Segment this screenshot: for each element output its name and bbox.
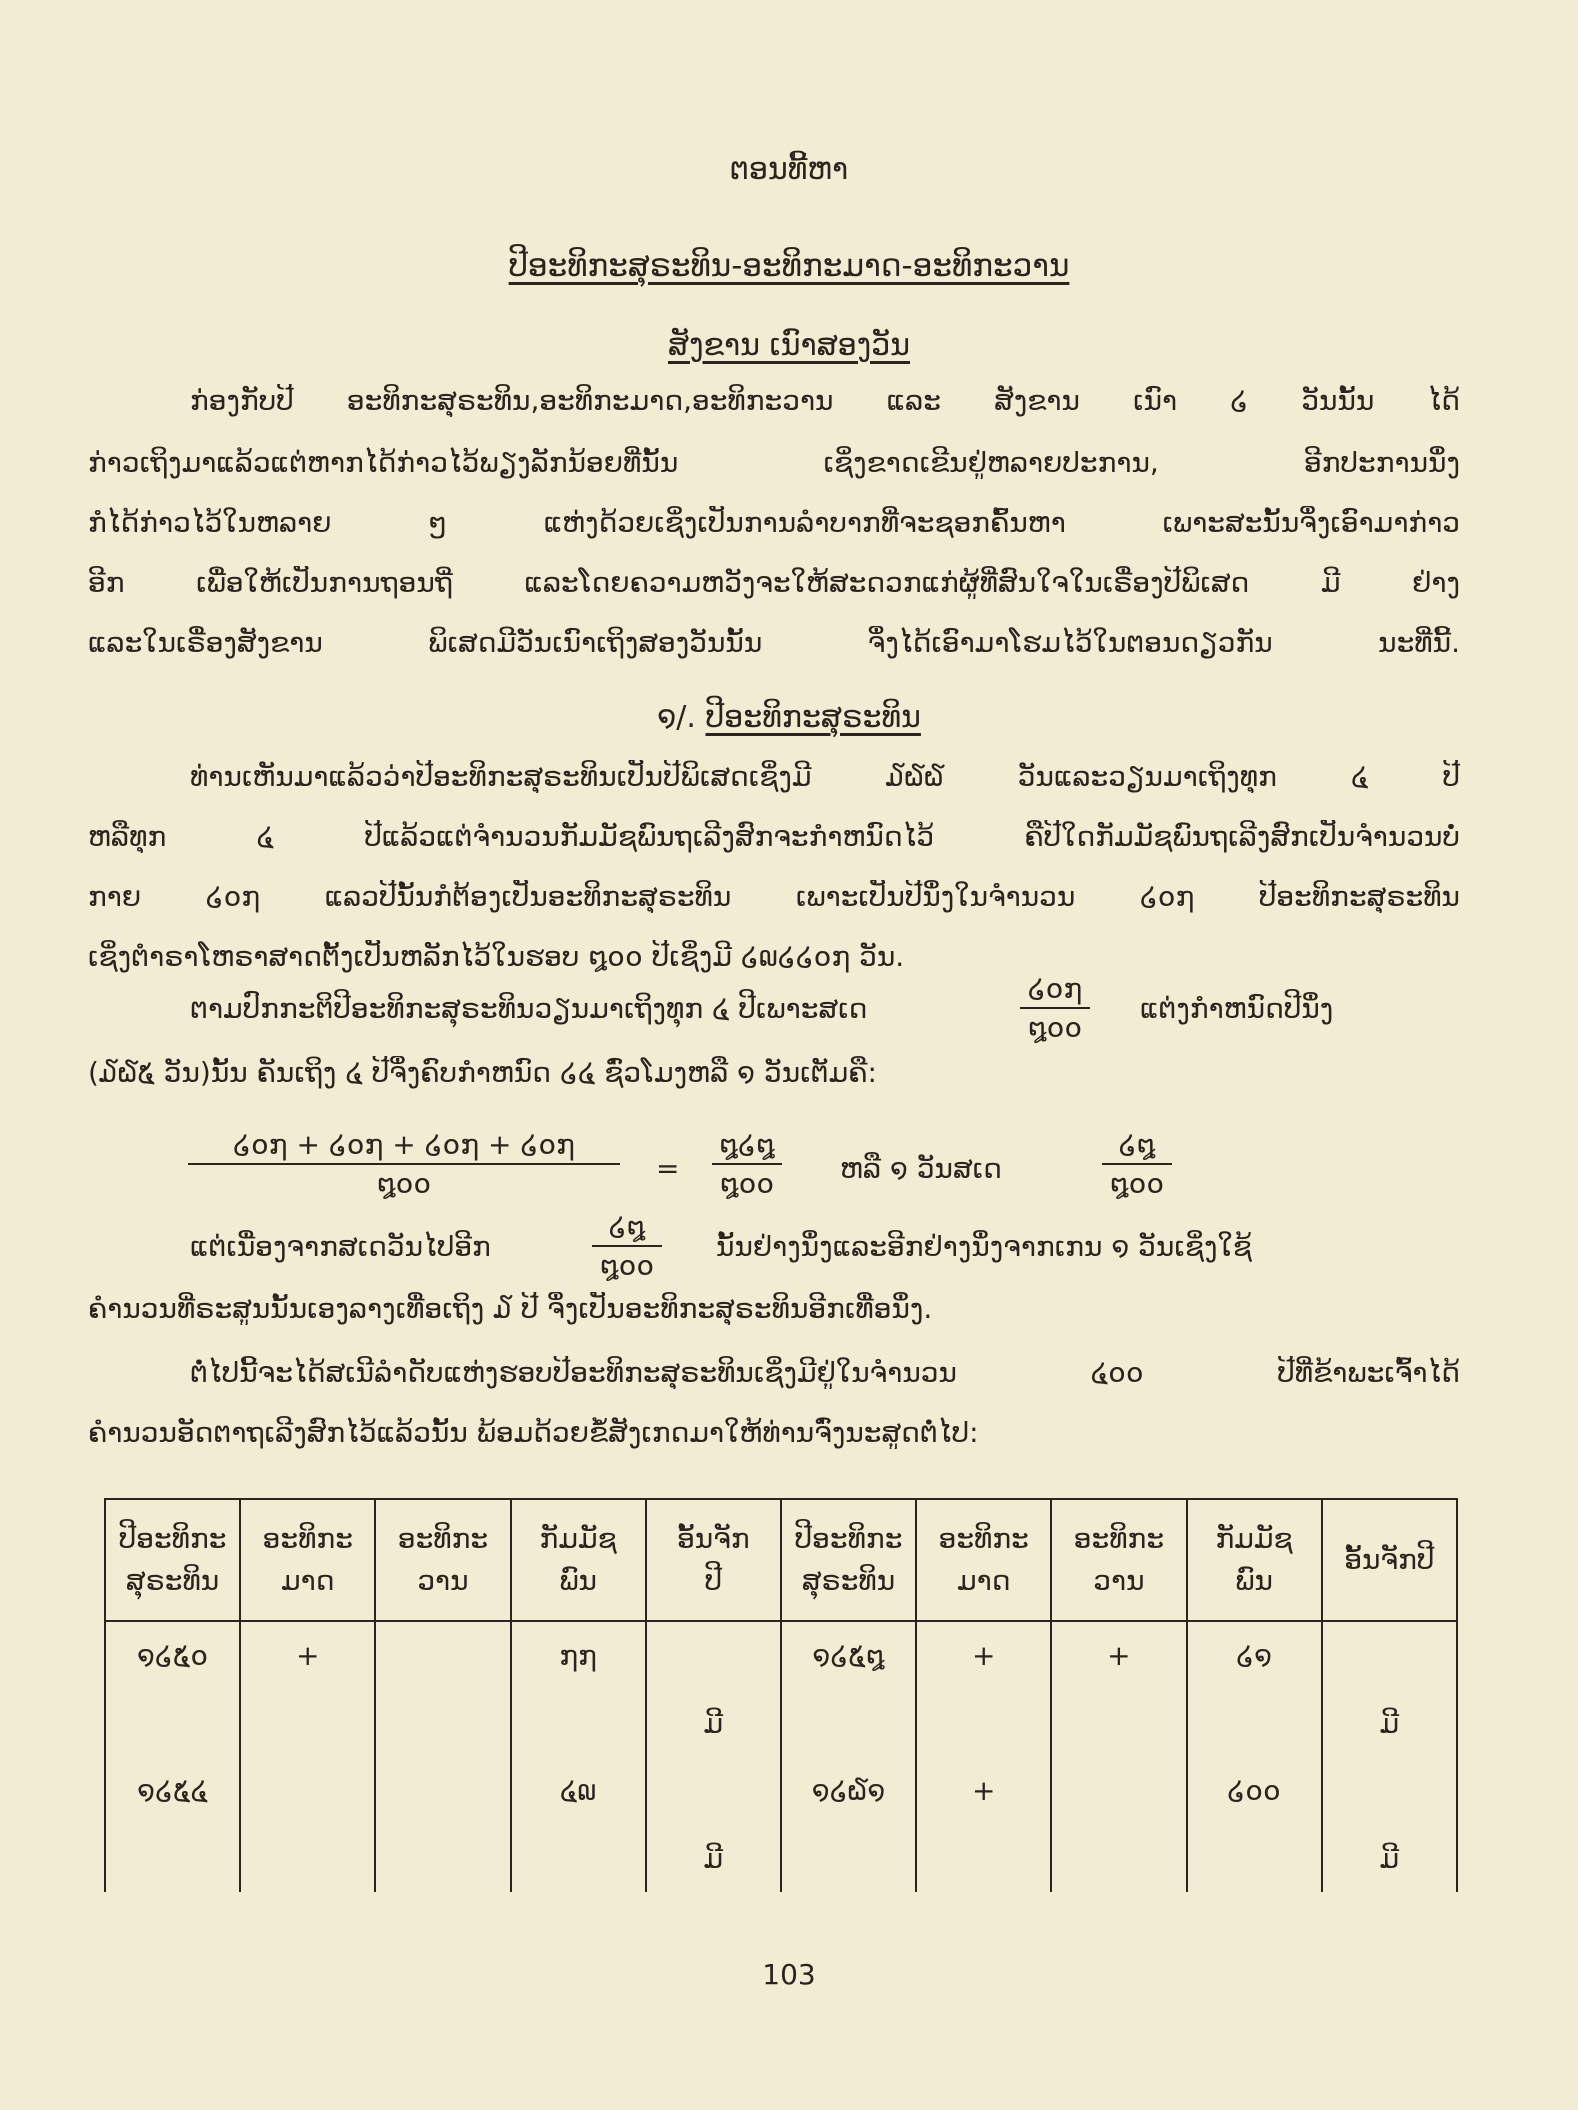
table-cell <box>646 1757 781 1824</box>
equation-lhs-numerator: ໒໐໗ + ໒໐໗ + ໒໐໗ + ໒໐໗ <box>188 1128 620 1165</box>
table-cell <box>105 1690 240 1757</box>
page-number: 103 <box>762 1958 816 1991</box>
section-line: ຫລືທຸກ ໔ ປີແລ້ວແຕ່ຈໍານວນກັມມັຊພົນຖເລີງສົກຈະກໍາຫນົດໄວ້ ຄືປີໃດກັມມັຊພົນຖເລີງສົກເປັນຈໍານວນບໍ່ <box>88 820 1460 853</box>
page-title: ປີອະທິກະສຸຣະທິນ-ອະທິກະມາດ-ອະທິກະວານ <box>508 248 1070 284</box>
col-header: ປີອະທິກະ ສຸຣະທິນ <box>105 1499 240 1621</box>
table-cell <box>375 1690 510 1757</box>
section-line: ທ່ານເຫັນມາແລ້ວວ່າປີອະທິກະສຸຣະທິນເປັນປີພິເສດເຊິ່ງມີ ໓໖໖ ວັນແລະວຽນມາເຖິງທຸກ ໔ ປີ <box>190 760 1460 793</box>
table-cell: ໗໗ <box>511 1621 646 1690</box>
table-cell <box>1051 1757 1186 1824</box>
fraction-numerator: ໒໐໗ <box>1020 972 1090 1009</box>
table-row <box>105 1621 1457 1690</box>
col-header: ອະທິກະ ວານ <box>1051 1499 1186 1621</box>
intro-line: ແລະໃນເຣື່ອງສັງຂານ ພິເສດມີວັນເນົາເຖິງສອງວັນນັ້ນ ຈຶ່ງໄດ້ເອົາມາໂຮມໄວ້ໃນຕອນດຽວກັນ ນະທີ່ນີ້. <box>88 626 1460 659</box>
table-cell <box>511 1690 646 1757</box>
col-header: ປີອະທິກະ ສຸຣະທິນ <box>781 1499 916 1621</box>
equation-rhs-numerator: ໘໒໘ <box>712 1128 782 1165</box>
table-cell <box>646 1621 781 1690</box>
fraction-numerator: ໒໘ <box>592 1210 662 1247</box>
table-cell <box>1322 1757 1457 1824</box>
table-row <box>105 1825 1457 1892</box>
table-cell <box>916 1690 1051 1757</box>
col-header: ອັ້ນຈັກປີ <box>1322 1499 1457 1621</box>
table-cell: ມີ <box>1322 1825 1457 1892</box>
col-header: ອະທິກະ ມາດ <box>916 1499 1051 1621</box>
para3-line: ຄໍານວນທີ່ຣະສູນນັ້ນເອງລາງເທື່ອເຖິງ ໓ ປີ ຈຶ່ງເປັນອະທິກະສຸຣະທິນອີກເທື່ອນຶ່ງ. <box>88 1292 933 1325</box>
intro-line: ອີກ ເພື່ອໃຫ້ເປັນການຖອນຖີ່ ແລະໂດຍຄວາມຫວັງຈະໃຫ້ສະດວກແກ່ຜູ້ທີ່ສົນໃຈໃນເຣື່ອງປີພິເສດ ມີ ຢ່າງ <box>88 566 1460 599</box>
table-cell <box>1051 1690 1186 1757</box>
table-cell: + <box>916 1621 1051 1690</box>
chapter-heading: ຕອນທີ້ຫາ <box>729 152 849 187</box>
equals-sign: = <box>656 1152 680 1185</box>
table-cell: ໑໒໕໘ <box>781 1621 916 1690</box>
table-cell <box>1187 1825 1322 1892</box>
table-cell <box>375 1621 510 1690</box>
para4-line: ຄໍານວນອັດຕາຖເລີງສົກໄວ້ແລ້ວນັ້ນ ພ້ອມດ້ວຍຂໍ້ສັງເກດມາໃຫ້ທ່ານຈົ່ງນະສູດຕໍ່ໄປ: <box>88 1416 979 1449</box>
para2-line: (໓໖໕ ວັນ)ນັ້ນ ຄັນເຖິງ ໔ ປີຈຶ່ງຄົບກໍາຫນົດ ໒໔ ຊົ່ວໂມງຫລື ໑ ວັນເຕັມຄື: <box>88 1056 877 1089</box>
table-cell: ໑໒໖໑ <box>781 1757 916 1824</box>
fraction <box>1020 972 1090 1044</box>
para3-text: ແຕ່ເນື່ອງຈາກສເດວັນໄປອີກ <box>190 1230 491 1263</box>
table-cell: ມີ <box>646 1825 781 1892</box>
table-cell <box>240 1825 375 1892</box>
table-cell: ໑໒໕໐ <box>105 1621 240 1690</box>
equation-tail <box>1102 1128 1172 1200</box>
intro-line: ກ່າວເຖິງມາແລ້ວແຕ່ຫາກໄດ້ກ່າວໄວ້ພຽງລັກນ້ອຍທີ່ນັ້ນ ເຊິ່ງຂາດເຂີນຢູ່ຫລາຍປະການ, ອີກປະການນຶ່ງ <box>88 446 1460 479</box>
table-cell: + <box>916 1757 1051 1824</box>
table-row <box>105 1690 1457 1757</box>
equation-lhs-denominator: ໘໐໐ <box>376 1167 432 1200</box>
table-header-row <box>105 1499 1457 1621</box>
equation-tail-numerator: ໒໘ <box>1102 1128 1172 1165</box>
intro-line: ກ່ອງກັບປີ ອະທິກະສຸຣະທິນ,ອະທິກະມາດ,ອະທິກະວານ ແລະ ສັງຂານ ເນົາ ໒ ວັນນັ້ນ ໄດ້ <box>190 384 1460 417</box>
table-row <box>105 1757 1457 1824</box>
table-cell <box>240 1757 375 1824</box>
para2-text: ຕາມປົກກະຕິປີອະທິກະສຸຣະທິນວຽນມາເຖິງທຸກ ໔ ປີເພາະສເດ <box>190 992 868 1025</box>
equation-rhs-denominator: ໘໐໐ <box>719 1167 775 1200</box>
table-cell: ມີ <box>646 1690 781 1757</box>
equation-text: ຫລື ໑ ວັນສເດ <box>840 1152 1002 1185</box>
fraction-denominator: ໘໐໐ <box>599 1249 655 1282</box>
equation-tail-denominator: ໘໐໐ <box>1109 1167 1165 1200</box>
col-header: ອະທິກະ ມາດ <box>240 1499 375 1621</box>
equation-rhs <box>712 1128 782 1200</box>
fraction <box>592 1210 662 1282</box>
table-cell <box>105 1825 240 1892</box>
para3-text-end: ນັ້ນຢ່າງນຶ່ງແລະອີກຢ່າງນຶ່ງຈາກເກນ ໑ ວັນເຊິ່ງໃຊ້ <box>716 1230 1252 1263</box>
table-cell: + <box>240 1621 375 1690</box>
table-cell <box>1322 1621 1457 1690</box>
table-cell <box>375 1825 510 1892</box>
table-cell <box>781 1825 916 1892</box>
para2-text-end: ແຕ່ງກໍາຫນົດປີນຶ່ງ <box>1140 992 1334 1025</box>
col-header: ອັ້ນຈັກ ປີ <box>646 1499 781 1621</box>
table-cell: ໔໙ <box>511 1757 646 1824</box>
para4-line: ຕໍ່ໄປນີ້ຈະໄດ້ສເນີລໍາດັບແຫ່ງຮອບປີອະທິກະສຸຣະທິນເຊິ່ງມີຢູ່ໃນຈໍານວນ ໔໐໐ ປີທີ່ຂ້າພະເຈົ້າໄດ້ <box>190 1356 1460 1389</box>
col-header: ອະທິກະ ວານ <box>375 1499 510 1621</box>
table-cell <box>511 1825 646 1892</box>
table-cell: ໒໑ <box>1187 1621 1322 1690</box>
col-header: ກັມມັຊ ພົນ <box>1187 1499 1322 1621</box>
table-cell <box>916 1825 1051 1892</box>
table-cell <box>1187 1690 1322 1757</box>
intro-line: ກໍໄດ້ກ່າວໄວ້ໃນຫລາຍ ໆ ແຫ່ງດ້ວຍເຊິ່ງເປັນການລໍາບາກທີ່ຈະຊອກຄົ້ນຫາ ເພາະສະນັ້ນຈຶ່ງເອົາມາກ່າວ <box>88 506 1460 539</box>
equation-lhs <box>188 1128 620 1200</box>
table-cell: + <box>1051 1621 1186 1690</box>
section-number: ໑/. <box>657 700 696 735</box>
section-line: ກາຍ ໒໐໗ ແລວປີນັ້ນກໍຕ້ອງເປັນອະທິກະສຸຣະທິນ ເພາະເປັນປີນຶ່ງໃນຈໍານວນ ໒໐໗ ປີອະທິກະສຸຣະທິນ <box>88 880 1460 913</box>
section-heading <box>0 700 1578 735</box>
table-cell: ໒໐໐ <box>1187 1757 1322 1824</box>
section-title: ປີອະທິກະສຸຣະທິນ <box>705 700 921 735</box>
table-cell <box>1051 1825 1186 1892</box>
table-cell: ໑໒໕໔ <box>105 1757 240 1824</box>
fraction-denominator: ໘໐໐ <box>1027 1011 1083 1044</box>
page-subtitle: ສັງຂານ ເນົາສອງວັນ <box>667 328 910 363</box>
col-header: ກັມມັຊ ພົນ <box>511 1499 646 1621</box>
table-cell <box>375 1757 510 1824</box>
section-line: ເຊິ່ງຕໍາຣາໂຫຣາສາດຕັ້ງເປັນຫລັກໄວ້ໃນຮອບ ໘໐໐ ປີເຊິ່ງມີ ໒໙໒໒໐໗ ວັນ. <box>88 940 905 973</box>
table-cell <box>240 1690 375 1757</box>
table-cell <box>781 1690 916 1757</box>
table-cell: ມີ <box>1322 1690 1457 1757</box>
leap-year-table <box>104 1498 1458 1892</box>
